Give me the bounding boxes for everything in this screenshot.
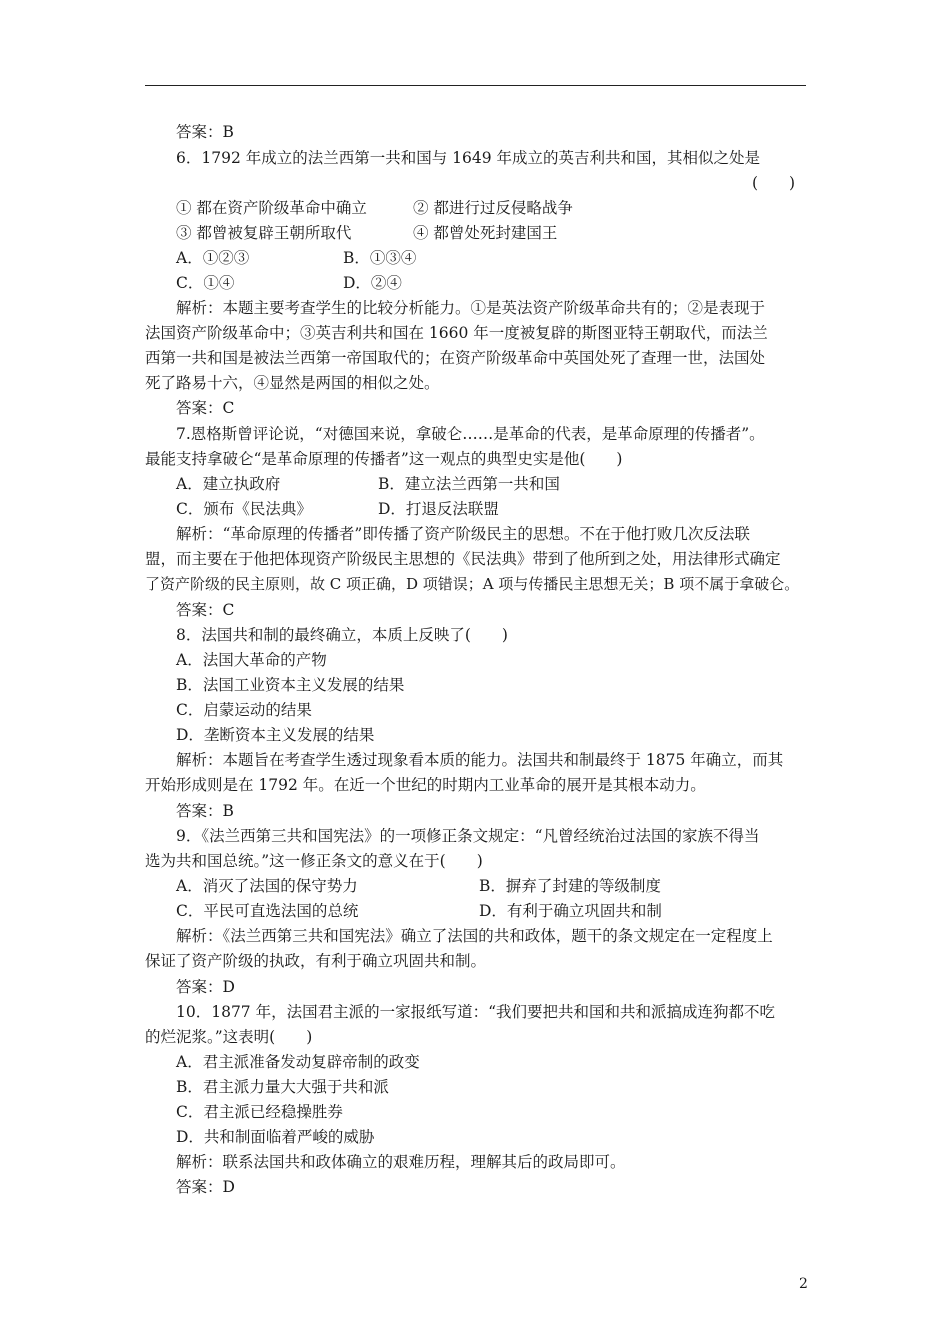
q6-item-2: ② 都进行过反侵略战争 xyxy=(413,199,573,217)
page-number: 2 xyxy=(799,1276,808,1292)
q6-analysis-line: 解析：本题主要考查学生的比较分析能力。①是英法资产阶级革命共有的；②是表现于 xyxy=(176,299,766,317)
q10-answer: 答案：D xyxy=(176,1178,235,1196)
q9-stem: 选为共和国总统。”这一修正条文的意义在于( ) xyxy=(145,852,483,870)
q10-analysis-line: 解析：联系法国共和政体确立的艰难历程，理解其后的政局即可。 xyxy=(176,1153,626,1171)
q6-analysis-line: 法国资产阶级革命中；③英吉利共和国在 1660 年一度被复辟的斯图亚特王朝取代，而法兰 xyxy=(145,324,768,342)
q7-stem: 7.恩格斯曾评论说，“对德国来说，拿破仑……是革命的代表，是革命原理的传播者”。 xyxy=(176,425,765,443)
q7-option-d: D．打退反法联盟 xyxy=(378,500,499,518)
header-rule xyxy=(145,85,806,86)
q6-analysis-line: 死了路易十六，④显然是两国的相似之处。 xyxy=(145,374,440,392)
q6-option-d: D．②④ xyxy=(343,274,402,292)
q8-analysis-line: 解析：本题旨在考查学生透过现象看本质的能力。法国共和制最终于 1875 年确立，而其 xyxy=(176,751,784,769)
q7-stem: 最能支持拿破仑“是革命原理的传播者”这一观点的典型史实是他( ) xyxy=(145,450,623,468)
q9-option-d: D．有利于确立巩固共和制 xyxy=(479,902,662,920)
q10-option-d: D．共和制面临着严峻的威胁 xyxy=(176,1128,375,1146)
q9-analysis-line: 解析：《法兰西第三共和国宪法》确立了法国的共和政体，题干的条文规定在一定程度上 xyxy=(176,927,773,945)
q6-answer: 答案：C xyxy=(176,399,235,417)
q7-analysis-line: 盟，而主要在于他把体现资产阶级民主思想的《民法典》带到了他所到之处，用法律形式确定 xyxy=(145,550,781,568)
q7-answer: 答案：C xyxy=(176,601,235,619)
q6-answer-blank: ( ) xyxy=(752,174,796,192)
q9-answer: 答案：D xyxy=(176,978,235,996)
q7-analysis-line: 解析：“革命原理的传播者”即传播了资产阶级民主的思想。不在于他打败几次反法联 xyxy=(176,525,750,543)
q8-answer: 答案：B xyxy=(176,802,234,820)
q7-option-c: C．颁布《民法典》 xyxy=(176,500,312,518)
q10-stem: 的烂泥浆。”这表明( ) xyxy=(145,1028,313,1046)
q7-option-a: A．建立执政府 xyxy=(176,475,281,493)
q9-option-b: B．摒弃了封建的等级制度 xyxy=(479,877,661,895)
q8-analysis-line: 开始形成则是在 1792 年。在近一个世纪的时期内工业革命的展开是其根本动力。 xyxy=(145,776,706,794)
q7-analysis-line: 了资产阶级的民主原则，故 C 项正确，D 项错误；A 项与传播民主思想无关；B 项不属于拿破仑。 xyxy=(145,575,800,593)
q8-option-b: B．法国工业资本主义发展的结果 xyxy=(176,676,405,694)
q7-option-b: B．建立法兰西第一共和国 xyxy=(378,475,560,493)
q9-option-a: A．消灭了法国的保守势力 xyxy=(176,877,358,895)
q8-stem: 8．法国共和制的最终确立，本质上反映了( ) xyxy=(176,626,508,644)
q10-option-c: C．君主派已经稳操胜券 xyxy=(176,1103,343,1121)
q9-analysis-line: 保证了资产阶级的执政，有利于确立巩固共和制。 xyxy=(145,952,487,970)
q5-answer: 答案：B xyxy=(176,123,234,141)
q6-item-4: ④ 都曾处死封建国王 xyxy=(413,224,558,242)
q8-option-c: C．启蒙运动的结果 xyxy=(176,701,312,719)
q6-option-a: A．①②③ xyxy=(176,249,250,267)
q8-option-d: D．垄断资本主义发展的结果 xyxy=(176,726,375,744)
q10-stem: 10．1877 年，法国君主派的一家报纸写道：“我们要把共和国和共和派搞成连狗都不吃 xyxy=(176,1003,776,1021)
q9-stem: 9．《法兰西第三共和国宪法》的一项修正条文规定：“凡曾经统治过法国的家族不得当 xyxy=(176,827,760,845)
q10-option-b: B．君主派力量大大强于共和派 xyxy=(176,1078,389,1096)
q6-item-3: ③ 都曾被复辟王朝所取代 xyxy=(176,224,352,242)
q6-stem: 6．1792 年成立的法兰西第一共和国与 1649 年成立的英吉利共和国，其相似之处是 xyxy=(176,149,761,167)
q10-option-a: A．君主派准备发动复辟帝制的政变 xyxy=(176,1053,420,1071)
q6-option-c: C．①④ xyxy=(176,274,235,292)
q8-option-a: A．法国大革命的产物 xyxy=(176,651,327,669)
q6-analysis-line: 西第一共和国是被法兰西第一帝国取代的；在资产阶级革命中英国处死了查理一世，法国处 xyxy=(145,349,766,367)
q6-item-1: ① 都在资产阶级革命中确立 xyxy=(176,199,367,217)
q6-option-b: B．①③④ xyxy=(343,249,417,267)
q9-option-c: C．平民可直选法国的总统 xyxy=(176,902,359,920)
